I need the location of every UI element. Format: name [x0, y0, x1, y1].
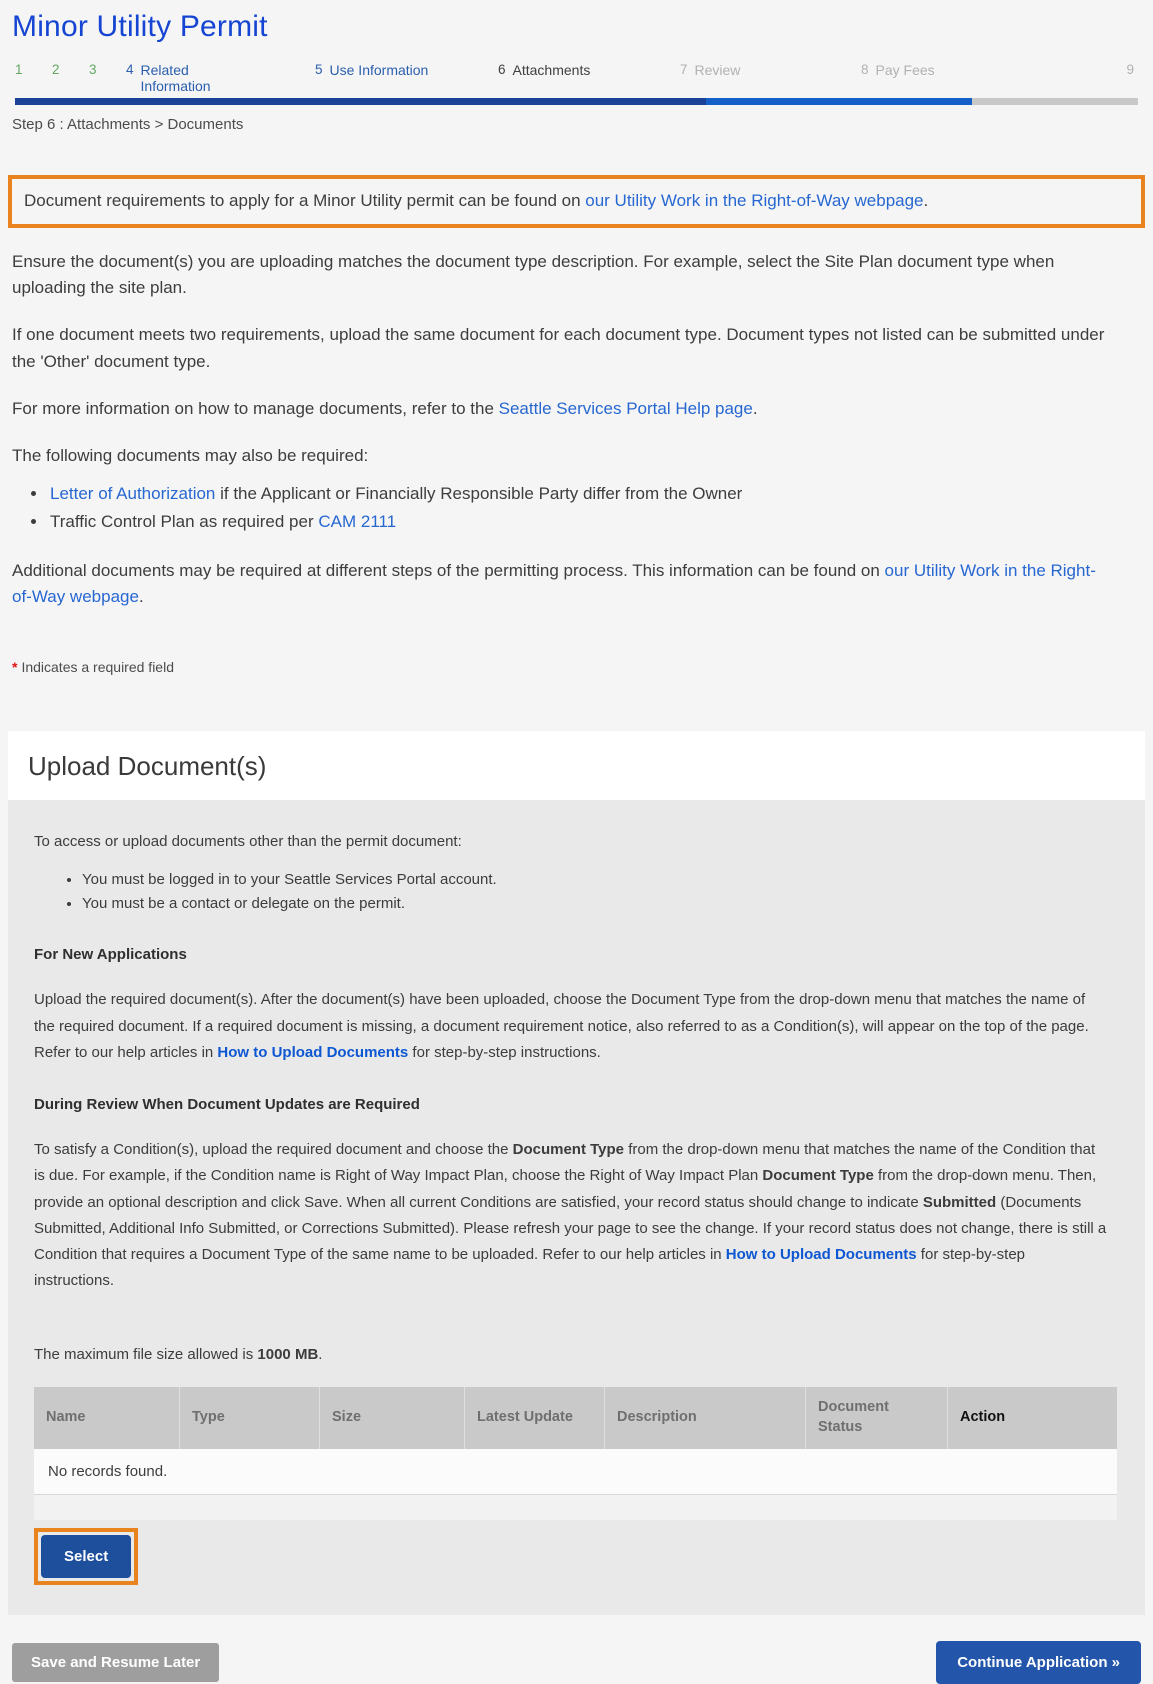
list-item-letter-of-authorization	[48, 480, 1141, 509]
step-7-number: 7	[680, 62, 688, 77]
column-header-type: Type	[180, 1387, 320, 1449]
column-header-description: Description	[605, 1387, 806, 1449]
select-button[interactable]: Select	[41, 1535, 131, 1578]
column-header-action: Action	[960, 1408, 1006, 1425]
page-header	[0, 10, 1153, 133]
letter-of-authorization-link[interactable]: Letter of Authorization	[50, 483, 216, 503]
paragraph-access-documents: To access or upload documents other than the permit document:	[34, 833, 462, 851]
step-3-number: 3	[89, 62, 97, 77]
progress-segment-remaining	[972, 98, 1138, 105]
list-item-logged-in: • You must be logged in to your Seattle Services Portal account.	[82, 868, 1119, 892]
heading-for-new-applications: For New Applications	[34, 946, 187, 964]
max-size-text: The maximum file size allowed is	[34, 1345, 258, 1363]
footer-actions	[12, 1641, 1141, 1684]
review-text-4: (Documents Submitted, Additional Info Submitted, or Corrections Submitted). Please refresh your page to see the change. If your record status does not change, there is still a Condition that requires a Document Type of the same name to be uploaded. Refer to our help articles in	[34, 1193, 1107, 1264]
continue-application-button[interactable]: Continue Application »	[936, 1641, 1141, 1684]
upload-documents-section	[8, 731, 1145, 1614]
step-5-label: Use Information	[329, 62, 429, 78]
paragraph-more-information	[12, 396, 1112, 422]
table-empty-row: No records found.	[34, 1449, 1117, 1495]
max-size-value: 1000 MB	[257, 1345, 319, 1363]
step-2[interactable]	[52, 62, 89, 78]
additional-docs-text: Additional documents may be required at different steps of the permitting process. This information can be found on	[12, 560, 885, 580]
new-applications-text-end: for step-by-step instructions.	[408, 1043, 601, 1061]
review-text-5: for step-by-step instructions.	[34, 1246, 1026, 1290]
upload-section-header	[8, 731, 1145, 800]
additional-documents-list	[30, 480, 1141, 537]
main-content	[0, 175, 1153, 1684]
step-wizard	[15, 62, 1138, 96]
paragraph-following-documents: The following documents may also be required:	[12, 446, 369, 466]
step-3[interactable]	[89, 62, 126, 78]
review-text-3: from the drop-down menu. Then, provide an optional description and click Save. When all current Conditions are satisfied, your record status should change to indicate	[34, 1167, 1097, 1211]
more-info-text-end: .	[752, 399, 758, 419]
additional-docs-text-end: .	[138, 587, 144, 607]
submitted-bold: Submitted	[922, 1193, 997, 1211]
step-4-number: 4	[126, 62, 134, 77]
portal-help-page-link[interactable]: Seattle Services Portal Help page	[498, 399, 753, 419]
callout-text-end: .	[923, 191, 929, 210]
how-to-upload-documents-link[interactable]: How to Upload Documents	[217, 1043, 409, 1061]
table-footer-strip	[34, 1495, 1117, 1520]
step-6-number: 6	[498, 62, 506, 77]
utility-row-webpage-link-2[interactable]: our Utility Work in the Right-of-Way webpage	[12, 560, 1096, 607]
column-header-name: Name	[34, 1387, 180, 1449]
paragraph-two-requirements: If one document meets two requirements, upload the same document for each document type. Document types not listed can be submitted under the 'Other' document type.	[12, 325, 1105, 371]
required-asterisk: *	[12, 659, 18, 676]
document-type-bold-1: Document Type	[512, 1141, 625, 1159]
step-8-number: 8	[861, 62, 869, 77]
how-to-upload-documents-link-2[interactable]: How to Upload Documents	[725, 1246, 917, 1264]
step-7-review	[680, 62, 861, 78]
document-type-bold-2: Document Type	[762, 1167, 874, 1185]
step-5-number: 5	[315, 62, 323, 77]
step-2-number: 2	[52, 62, 60, 77]
step-9-number: 9	[1126, 62, 1134, 77]
documents-table	[34, 1387, 1117, 1520]
breadcrumb: Step 6 : Attachments > Documents	[12, 116, 244, 133]
paragraph-new-applications	[34, 987, 1109, 1066]
step-6-attachments	[498, 62, 680, 78]
step-4-related-information[interactable]	[126, 62, 315, 94]
progress-segment-completed	[15, 98, 706, 105]
save-and-resume-button[interactable]: Save and Resume Later	[12, 1643, 219, 1682]
letter-of-authorization-text: if the Applicant or Financially Responsible Party differ from the Owner	[215, 483, 743, 503]
document-requirements-callout	[8, 175, 1145, 228]
column-header-document-status: Document Status	[806, 1387, 948, 1449]
step-7-label: Review	[694, 62, 741, 78]
new-applications-text: Upload the required document(s). After the document(s) have been uploaded, choose the Document Type from the drop-down menu that matches the name of the required document. If a required document is missing, a document requirement notice, also referred to as a Condition(s), will appear on the top of the page. Refer to our help articles in	[34, 991, 1089, 1061]
documents-table-header	[34, 1387, 1117, 1449]
step-8-label: Pay Fees	[875, 62, 935, 78]
heading-during-review: During Review When Document Updates are Required	[34, 1096, 420, 1114]
upload-section-title: Upload Document(s)	[28, 751, 267, 782]
max-size-text-end: .	[318, 1345, 323, 1363]
step-4-label: Related Information	[140, 62, 211, 95]
list-item-traffic-control-plan	[48, 508, 1141, 537]
traffic-control-plan-text: Traffic Control Plan as required per	[50, 512, 319, 532]
required-field-note	[12, 659, 1153, 675]
cam-2111-link[interactable]: CAM 2111	[318, 512, 397, 532]
step-8-pay-fees	[861, 62, 1043, 78]
step-1[interactable]	[15, 62, 52, 78]
callout-text: Document requirements to apply for a Minor Utility permit can be found on	[24, 191, 586, 210]
step-9	[1043, 62, 1138, 78]
list-item-contact-delegate: • You must be a contact or delegate on the permit.	[82, 892, 1119, 916]
paragraph-max-file-size	[34, 1343, 1119, 1367]
review-text-2: from the drop-down menu that matches the name of the Condition that is due. For example, if the Condition name is Right of Way Impact Plan, choose the Right of Way Impact Plan	[34, 1141, 1096, 1185]
page-title: Minor Utility Permit	[12, 10, 268, 43]
column-header-size: Size	[320, 1387, 465, 1449]
select-button-annotation	[34, 1528, 138, 1585]
wizard-progress-bar	[15, 98, 1138, 105]
progress-segment-current	[706, 98, 972, 105]
column-header-latest-update: Latest Update	[465, 1387, 605, 1449]
utility-row-webpage-link[interactable]: our Utility Work in the Right-of-Way webpage	[585, 191, 924, 210]
more-info-text: For more information on how to manage documents, refer to the	[12, 399, 499, 419]
required-note-text: Indicates a required field	[21, 659, 174, 676]
step-1-number: 1	[15, 62, 23, 77]
access-requirements-list	[68, 868, 1119, 916]
paragraph-during-review	[34, 1137, 1109, 1295]
upload-section-panel	[8, 800, 1145, 1614]
review-text-1: To satisfy a Condition(s), upload the required document and choose the	[34, 1141, 513, 1159]
paragraph-additional-documents	[12, 558, 1112, 611]
step-5-use-information[interactable]	[315, 62, 498, 78]
paragraph-ensure-document-type: Ensure the document(s) you are uploading matches the document type description. For example, select the Site Plan document type when uploading the site plan.	[12, 251, 1055, 297]
step-6-label: Attachments	[512, 62, 591, 78]
